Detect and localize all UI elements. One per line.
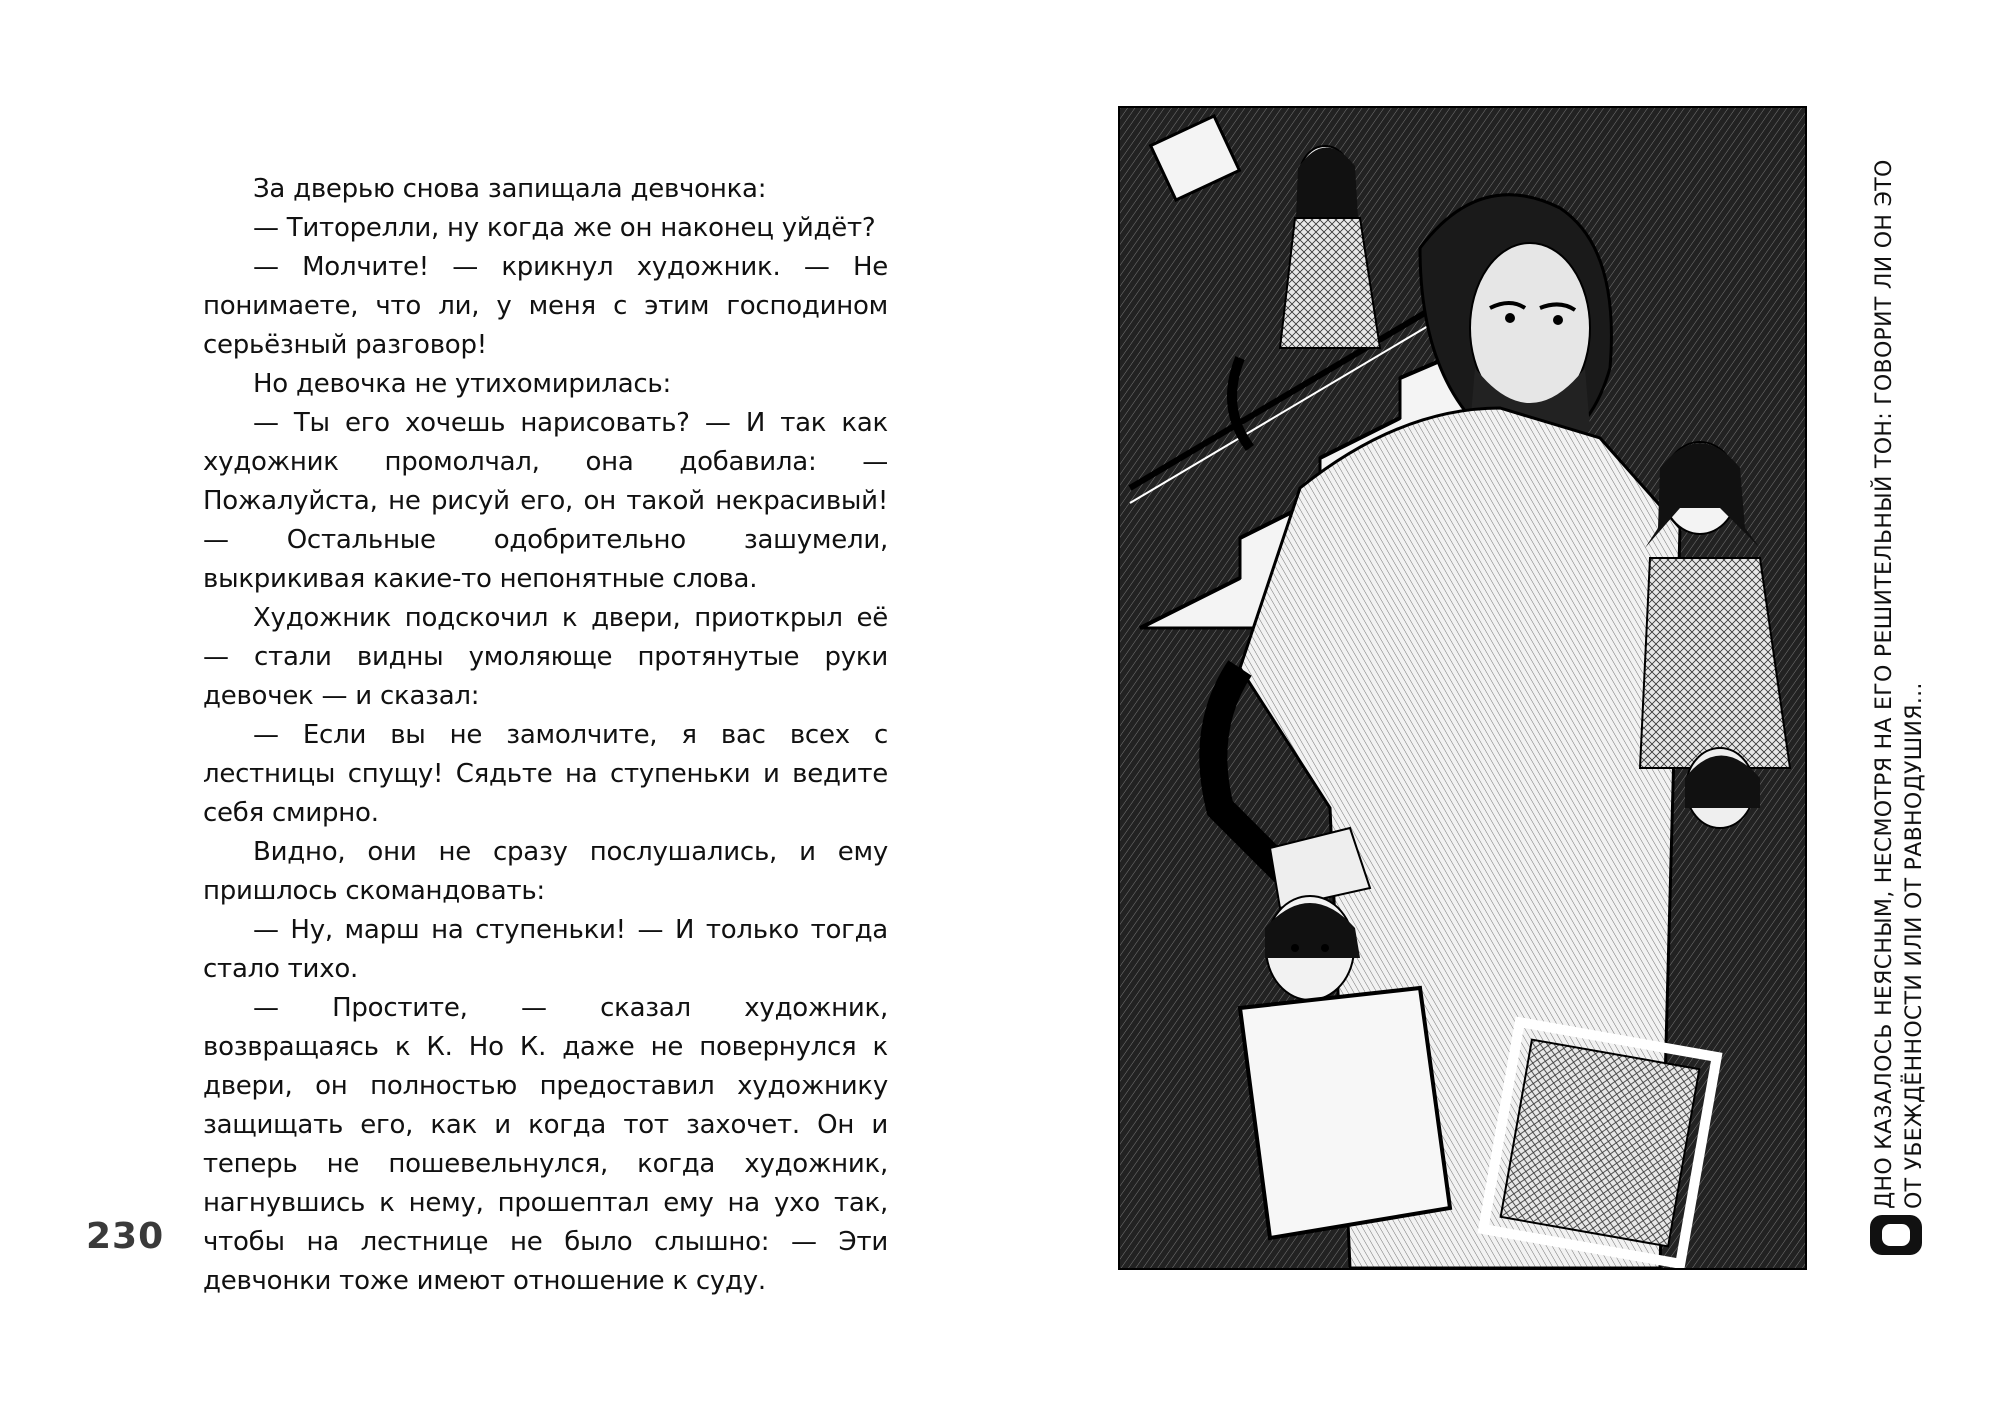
paragraph: — Ты его хочешь нарисовать? — И так как художник промолчал, она добавила: — Пожалуйста, не рисуй его, он такой некрасивый! — Остальные одобрительно зашумели, выкрикивая какие-то непонятные слова.: [203, 408, 888, 594]
paragraph: — Молчите! — крикнул художник. — Не понимаете, что ли, у меня с этим господином серьёзный разговор!: [203, 252, 888, 360]
dropcap: [1870, 1215, 1922, 1255]
paragraph: — Ну, марш на ступеньки! — И только тогда стало тихо.: [203, 915, 888, 984]
paragraph: — Титорелли, ну когда же он наконец уйдёт?: [253, 213, 876, 243]
ink-illustration: [1118, 106, 1807, 1270]
paragraph: Художник подскочил к двери, приоткрыл её — стали видны умоляюще протянутые руки девочек — и сказал:: [203, 603, 888, 711]
paragraph: — Простите, — сказал художник, возвращаясь к К. Но К. даже не повернулся к двери, он полностью предоставил художнику защищать его, как и когда тот захочет. Он и теперь не пошевельнулся, когда художник, нагнувшись к нему, прошептал ему на ухо так, чтобы на лестнице не было слышно: — Эти девчонки тоже имеют отношение к суду.: [203, 993, 888, 1296]
body-text: [203, 170, 888, 1301]
paragraph: Но девочка не утихомирилась:: [253, 369, 672, 399]
paragraph: Видно, они не сразу послушались, и ему пришлось скомандовать:: [203, 837, 888, 906]
caption-line: ДНО КАЗАЛОСЬ НЕЯСНЫМ, НЕСМОТРЯ НА ЕГО РЕШИТЕЛЬНЫЙ ТОН: ГОВОРИТ ЛИ ОН ЭТО: [1872, 159, 1897, 1209]
picture-frame-inner: [1501, 1040, 1700, 1247]
illustration-drawing: [1120, 108, 1805, 1268]
paragraph: За дверью снова запищала девчонка:: [253, 174, 767, 204]
paragraph: — Если вы не замолчите, я вас всех с лестницы спущу! Сядьте на ступеньки и ведите себя смирно.: [203, 720, 888, 828]
illustration-caption: [1870, 159, 1930, 1255]
caption-line: ОТ УБЕЖДЁННОСТИ ИЛИ ОТ РАВНОДУШИЯ...: [1902, 682, 1927, 1209]
caption-lines: [1870, 159, 1930, 1209]
page-number: 230: [86, 1216, 165, 1257]
